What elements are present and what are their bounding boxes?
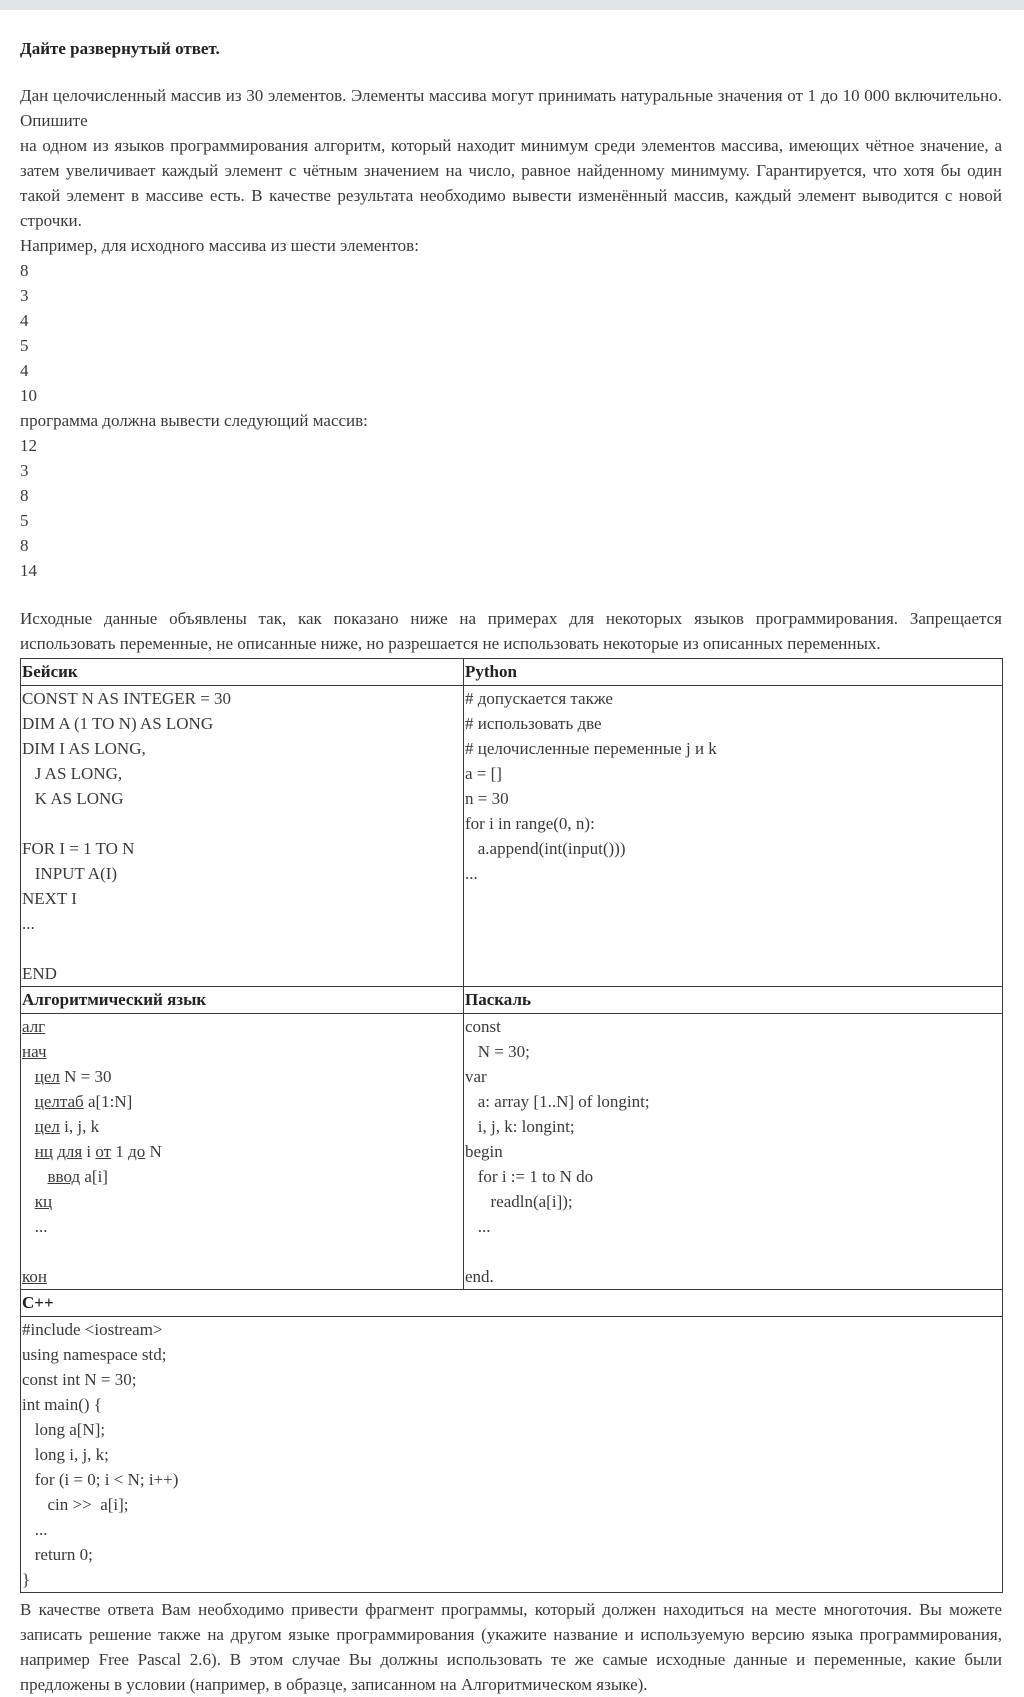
code-line [22,1014,463,1039]
code-line: J AS LONG, [22,764,123,783]
code-line: end. [465,1267,494,1286]
code-line: using namespace std; [22,1345,167,1364]
algo-code [21,1014,464,1290]
answer-note: В качестве ответа Вам необходимо привести фрагмент программы, который должен находиться на месте многоточия. Вы можете записать решение также на другом языке программирования (укажите название и используемую версию языка программирования, например Free Pascal 2.6). В этом случае Вы должны использовать те же самые исходные данные и переменные, какие были предложены в условии (например, в образце, записанном на Алгоритмическом языке). [20,1600,1002,1694]
input-value: 10 [20,386,37,405]
code-line: readln(a[i]); [465,1192,573,1211]
example-intro: Например, для исходного массива из шести элементов: [20,236,419,255]
python-title: Python [464,659,1003,686]
example-output [20,433,1002,583]
code-line: for i in range(0, n): [465,814,595,833]
code-line: FOR I = 1 TO N [22,839,135,858]
input-value: 3 [20,286,29,305]
output-value: 14 [20,561,37,580]
keyword: нц [34,1142,53,1161]
output-value: 5 [20,511,29,530]
task-text-1: Дан целочисленный массив из 30 элементов. Элементы массива могут принимать натуральные значения от 1 до 10 000 включительно. Опишите [20,86,1002,130]
output-value: 3 [20,461,29,480]
code-line: #include <iostream> [22,1320,163,1339]
code-line: N = 30; [465,1042,530,1061]
output-value: 12 [20,436,37,455]
input-value: 4 [20,361,29,380]
cpp-title: C++ [21,1290,1003,1317]
code-line [22,811,463,836]
code-text: i, j, k [59,1117,100,1136]
keyword: до [128,1142,146,1161]
example-input [20,258,1002,408]
code-line [22,936,463,961]
basic-title: Бейсик [21,659,464,686]
output-intro: программа должна вывести следующий массив: [20,411,368,430]
declaration-note: Исходные данные объявлены так, как показано ниже на примерах для некоторых языков программирования. Запрещается использовать переменные, не описанные ниже, но разрешается не использовать некоторые из описанных переменных. [20,609,1002,653]
code-line: END [22,964,57,983]
code-line [22,1114,463,1139]
code-line: NEXT I [22,889,77,908]
code-table [20,658,1003,1593]
code-line: K AS LONG [22,789,124,808]
code-line: for (i = 0; i < N; i++) [22,1470,179,1489]
keyword: цел [34,1067,60,1086]
code-line [22,1064,463,1089]
cpp-code [21,1317,1003,1593]
keyword: нач [22,1042,47,1061]
basic-code [21,686,464,987]
code-line: int main() { [22,1395,102,1414]
code-line: CONST N AS INTEGER = 30 [22,689,232,708]
code-line: return 0; [22,1545,93,1564]
pascal-code [464,1014,1003,1290]
code-line: i, j, k: longint; [465,1117,575,1136]
code-line [22,1264,463,1289]
code-line: ... [465,864,478,883]
code-line: begin [465,1142,503,1161]
top-bar [0,0,1024,10]
code-line: a: array [1..N] of longint; [465,1092,650,1111]
pascal-title: Паскаль [464,987,1003,1014]
input-value: 4 [20,311,29,330]
keyword: для [57,1142,83,1161]
code-line: a = [] [465,764,502,783]
input-value: 8 [20,261,29,280]
keyword: ввод [47,1167,81,1186]
code-text: N [145,1142,162,1161]
code-line: # допускается также [465,689,613,708]
code-line: n = 30 [465,789,509,808]
code-line: var [465,1067,487,1086]
keyword: цел [34,1117,60,1136]
code-text: i [82,1142,96,1161]
code-line: const [465,1017,501,1036]
code-line [22,1139,463,1164]
code-line: # использовать две [465,714,602,733]
code-line: DIM I AS LONG, [22,739,146,758]
code-line: ... [22,1520,48,1539]
task-content [0,10,1024,1697]
output-value: 8 [20,486,29,505]
code-line: ... [22,914,35,933]
task-text-2: на одном из языков программирования алгоритм, который находит минимум среди элементов массива, имеющих чётное значение, а затем увеличивает каждый элемент с чётным значением на число, равное найденному минимуму. Гарантируется, что хотя бы один такой элемент в массиве есть. В качестве результата необходимо вывести изменённый массив, каждый элемент выводится с новой строчки. [20,136,1002,230]
code-line [22,1164,463,1189]
output-value: 8 [20,536,29,555]
code-line [22,1239,463,1264]
code-line: DIM A (1 TO N) AS LONG [22,714,214,733]
keyword: кц [34,1192,53,1211]
code-text: a[i] [80,1167,108,1186]
code-line: ... [465,1217,491,1236]
python-code [464,686,1003,987]
code-line: long a[N]; [22,1420,106,1439]
code-text: 1 [111,1142,129,1161]
code-text: a[1:N] [83,1092,133,1111]
code-line: # целочисленные переменные j и k [465,739,717,758]
task-heading: Дайте развернутый ответ. [20,39,220,58]
keyword: кон [22,1267,47,1286]
code-line: } [22,1570,31,1589]
code-line: long i, j, k; [22,1445,109,1464]
code-line [22,1189,463,1214]
code-line: a.append(int(input())) [465,839,626,858]
code-line [22,1039,463,1064]
algo-title: Алгоритмический язык [21,987,464,1014]
keyword: алг [22,1017,46,1036]
code-line [465,1239,1002,1264]
code-line: const int N = 30; [22,1370,137,1389]
code-line: INPUT A(I) [22,864,118,883]
code-line [22,1214,463,1239]
code-line: cin >> a[i]; [22,1495,129,1514]
input-value: 5 [20,336,29,355]
code-text: ... [34,1217,48,1236]
code-text: N = 30 [59,1067,112,1086]
code-line: for i := 1 to N do [465,1167,594,1186]
keyword: от [95,1142,112,1161]
code-line [22,1089,463,1114]
keyword: целтаб [34,1092,84,1111]
